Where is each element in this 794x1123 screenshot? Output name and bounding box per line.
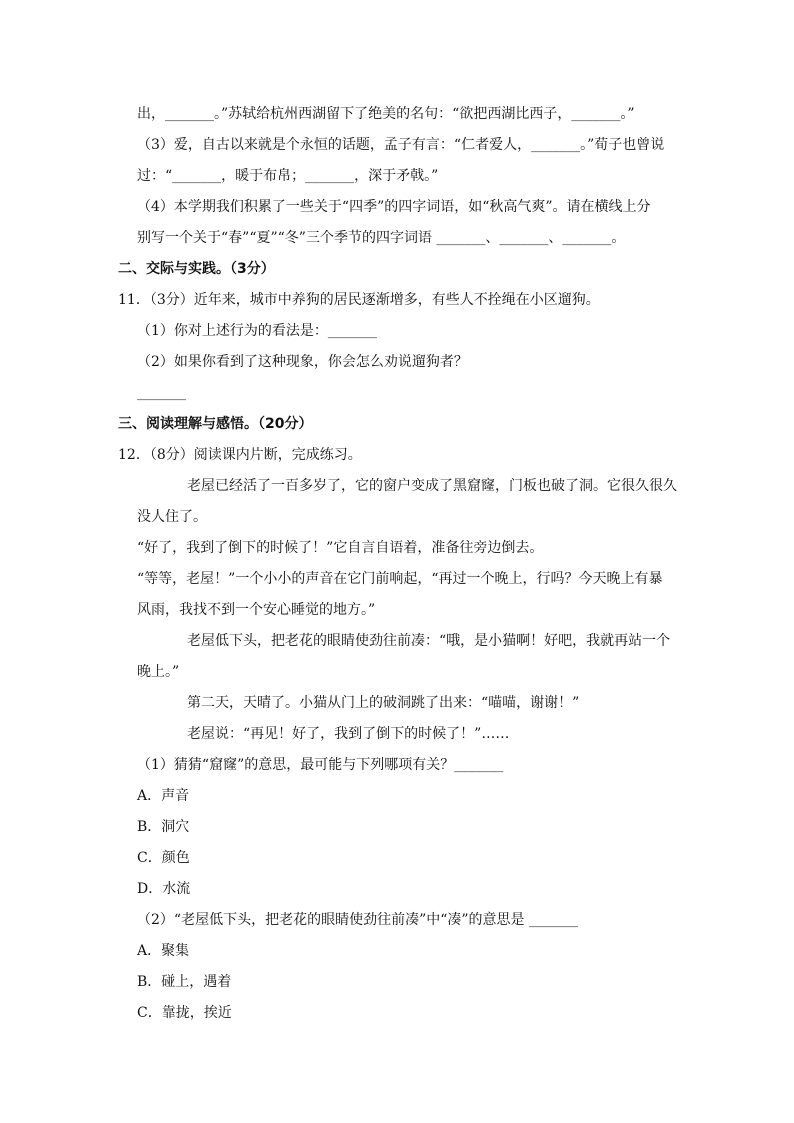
passage-line: “等等，老屋！”一个小小的声音在它门前响起，“再过一个晚上，行吗？今天晚上有暴	[137, 571, 663, 587]
question-stem: 12．（8分）阅读课内片断，完成练习。	[118, 447, 362, 463]
passage-line: 第二天，天晴了。小猫从门上的破洞跳了出来：“喵喵，谢谢！”	[187, 695, 580, 711]
passage-line: 老屋已经活了一百多岁了，它的窗户变成了黑窟窿，门板也破了洞。它很久很久	[187, 478, 677, 494]
text-line: 别写一个关于“春”“夏”“冬”三个季节的四字词语 _______、_______、_______。	[137, 230, 626, 246]
passage-line: 风雨，我找不到一个安心睡觉的地方。”	[137, 602, 376, 618]
passage-line: 老屋低下头，把老花的眼睛使劲往前凑：“哦，是小猫啊！好吧，我就再站一个	[187, 633, 671, 649]
option-c: C．颜色	[137, 850, 190, 866]
text-line: （3）爱，自古以来就是个永恒的话题，孟子有言：“仁者爱人，_______。”荀子也曾说	[137, 137, 665, 153]
answer-blank: _______	[137, 385, 186, 401]
sub-question: （2）“老屋低下头，把老花的眼睛使劲往前凑”中“凑”的意思是 _______	[137, 912, 578, 928]
option-c: C．靠拢，挨近	[137, 1005, 232, 1021]
option-b: B．洞穴	[137, 819, 190, 835]
option-d: D．水流	[137, 881, 191, 897]
passage-line: 晚上。”	[137, 664, 180, 680]
text-line: （4）本学期我们积累了一些关于“四季”的四字词语，如“秋高气爽”。请在横线上分	[137, 199, 651, 215]
option-b: B．碰上，遇着	[137, 974, 232, 990]
option-a: A．声音	[137, 788, 190, 804]
section-heading: 三、阅读理解与感悟。（20分）	[118, 416, 313, 432]
text-line: 出，_______。”苏轼给杭州西湖留下了绝美的名句：“欲把西湖比西子，_______。”	[137, 106, 635, 122]
sub-question: （1）猜猜“窟窿”的意思，最可能与下列哪项有关？_______	[137, 757, 504, 773]
passage-line: “好了，我到了倒下的时候了！”它自言自语着，准备往旁边倒去。	[137, 540, 544, 556]
option-a: A．聚集	[137, 943, 190, 959]
sub-question: （1）你对上述行为的看法是：_______	[137, 323, 377, 339]
question-stem: 11．（3分）近年来，城市中养狗的居民逐渐增多，有些人不拴绳在小区遛狗。	[118, 292, 600, 308]
section-heading: 二、交际与实践。（3分）	[118, 261, 275, 277]
passage-line: 没人住了。	[137, 509, 207, 525]
text-line: 过：“_______，暖于布帛；_______，深于矛戟。”	[137, 168, 439, 184]
sub-question: （2）如果你看到了这种现象，你会怎么劝说遛狗者？	[137, 354, 468, 370]
passage-line: 老屋说：“再见！好了，我到了倒下的时候了！”……	[187, 726, 510, 742]
